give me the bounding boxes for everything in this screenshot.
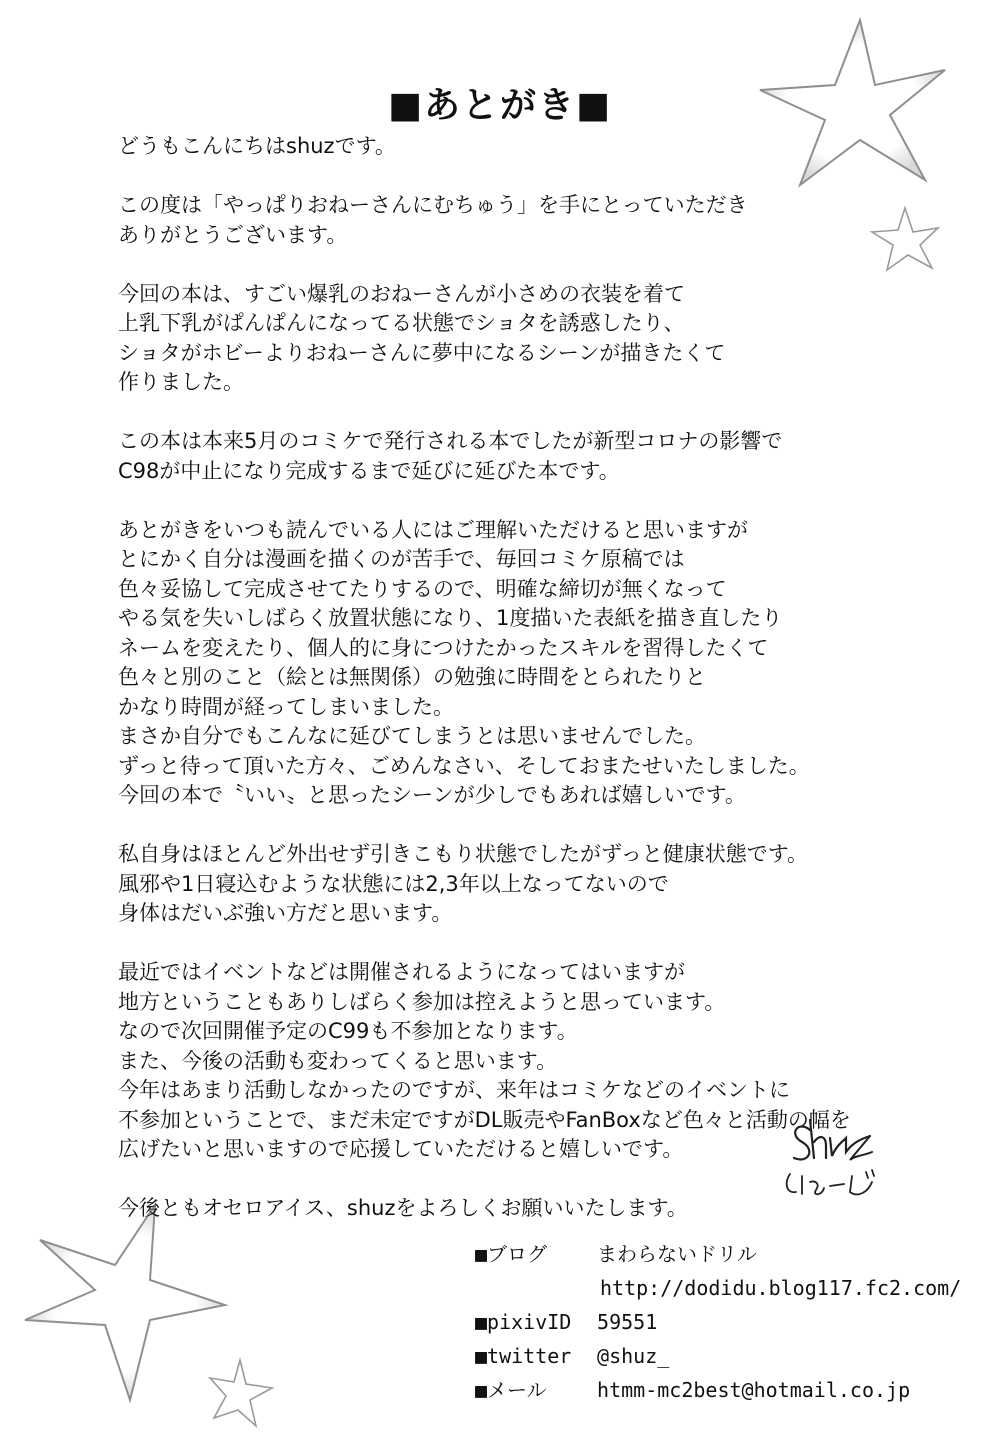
text-line: 風邪や1日寝込むような状態には2,3年以上なってないので (118, 871, 669, 896)
text-line: 今後ともオセロアイス、shuzをよろしくお願いいたします。 (118, 1196, 688, 1220)
text-line: ずっと待って頂いた方々、ごめんなさい、そしておまたせいたしました。 (118, 753, 810, 778)
text-line: まさか自分でもこんなに延びてしまうとは思いませんでした。 (118, 724, 706, 748)
blog-name: まわらないドリル (597, 1242, 758, 1266)
text-line: ネームを変えたり、個人的に身につけたかったスキルを習得したくて (118, 635, 769, 660)
blog-url: http://dodidu.blog117.fc2.com/ (600, 1276, 962, 1300)
text-line: あとがきをいつも読んでいる人にはご理解いただけると思いますが (118, 517, 748, 542)
signature (780, 1112, 880, 1212)
text-line: 今回の本で〝いい〟と思ったシーンが少しでもあれば嬉しいです。 (118, 783, 746, 807)
mail-label: ■メール (475, 1378, 547, 1402)
paragraph (118, 840, 858, 929)
text-line: やる気を失いしばらく放置状態になり、1度描いた表紙を描き直したり (118, 606, 783, 630)
text-line: ショタがホビーよりおねーさんに夢中になるシーンが描きたくて (118, 340, 726, 365)
text-line: 作りました。 (118, 370, 244, 394)
pixiv-row (475, 1308, 961, 1342)
text-line: この本は本来5月のコミケで発行される本でしたが新型コロナの影響で (118, 429, 783, 453)
text-line: 今年はあまり活動しなかったのですが、来年はコミケなどのイベントに (118, 1078, 790, 1102)
mail-address: htmm-mc2best@hotmail.co.jp (597, 1378, 911, 1402)
text-line: 身体はだいぶ強い方だと思います。 (118, 901, 453, 925)
star-icon (210, 1360, 272, 1426)
blog-row (475, 1240, 961, 1274)
pixiv-id: 59551 (597, 1310, 658, 1334)
blog-label: ■ブログ (475, 1242, 548, 1266)
text-line: 地方ということもありしばらく参加は控えようと思っています。 (118, 989, 726, 1014)
text-line: C98が中止になり完成するまで延びに延びた本です。 (118, 458, 620, 483)
paragraph (118, 280, 858, 398)
text-line: 色々妥協して完成させてたりするので、明確な締切が無くなって (118, 576, 727, 601)
text-line: また、今後の活動も変わってくると思います。 (118, 1048, 558, 1073)
text-line: なので次回開催予定のC99も不参加となります。 (118, 1019, 578, 1043)
text-line: 上乳下乳がぱんぱんになってる状態でショタを誘惑したり、 (118, 311, 685, 335)
twitter-row (475, 1342, 961, 1376)
paragraph (118, 516, 858, 811)
text-line: とにかく自分は漫画を描くのが苦手で、毎回コミケ原稿では (118, 547, 685, 571)
pixiv-label: ■pixivID (475, 1310, 572, 1334)
paragraph (118, 1194, 858, 1224)
star-icon (872, 208, 938, 270)
contact-info (475, 1240, 961, 1410)
mail-row (475, 1376, 961, 1410)
paragraph (118, 427, 858, 486)
text-line: この度は「やっぱりおねーさんにむちゅう」を手にとっていただき (118, 193, 748, 217)
text-line: どうもこんにちはshuzです。 (118, 134, 396, 158)
text-line: 広げたいと思いますので応援していただけると嬉しいです。 (118, 1137, 684, 1161)
twitter-label: ■twitter (475, 1344, 572, 1368)
text-line: 私自身はほとんど外出せず引きこもり状態でしたがずっと健康状態です。 (118, 842, 809, 866)
text-line: 不参加ということで、まだ未定ですがDL販売やFanBoxなど色々と活動の幅を (118, 1107, 851, 1132)
paragraph (118, 191, 858, 250)
text-line: 最近ではイベントなどは開催されるようになってはいますが (118, 960, 685, 984)
paragraph (118, 958, 858, 1165)
page-title: ■あとがき■ (387, 85, 613, 126)
text-line: 色々と別のこと（絵とは無関係）の勉強に時間をとられたりと (118, 665, 706, 689)
text-line: かなり時間が経ってしまいました。 (118, 694, 454, 719)
text-line: ありがとうございます。 (118, 222, 348, 247)
text-line: 今回の本は、すごい爆乳のおねーさんが小さめの衣装を着て (118, 281, 685, 306)
afterword-body (118, 132, 858, 1253)
twitter-handle: @shuz_ (597, 1344, 670, 1368)
paragraph (118, 132, 858, 162)
